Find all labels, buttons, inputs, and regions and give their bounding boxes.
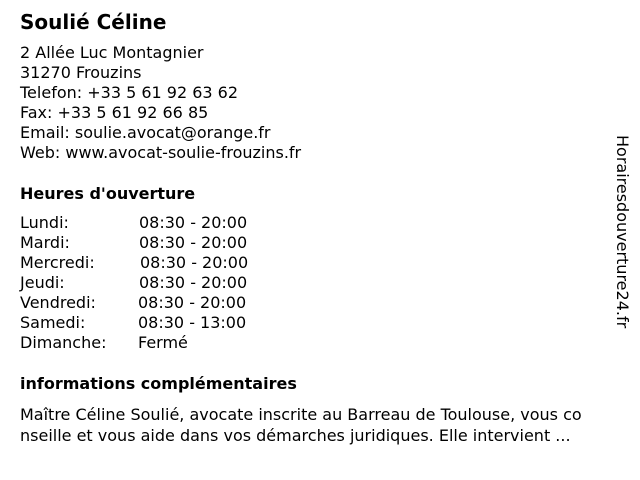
hours-heading: Heures d'ouverture	[20, 184, 196, 203]
phone-number: Telefon: +33 5 61 92 63 62	[20, 83, 239, 102]
time-range: Fermé	[138, 333, 188, 352]
day-label: Jeudi:	[20, 273, 65, 292]
day-label: Samedi:	[20, 313, 86, 332]
website-address: Web: www.avocat-soulie-frouzins.fr	[20, 143, 302, 162]
time-range: 08:30 - 13:00	[138, 313, 247, 332]
watermark-vertical	[611, 135, 633, 345]
email-address: Email: soulie.avocat@orange.fr	[20, 123, 271, 142]
description-line: nseille et vous aide dans vos démarches juridiques. Elle intervient ...	[20, 426, 571, 445]
day-label: Dimanche:	[20, 333, 107, 352]
day-label: Lundi:	[20, 213, 69, 232]
business-name: Soulié Céline	[20, 10, 167, 34]
description-text	[20, 404, 635, 446]
fax-number: Fax: +33 5 61 92 66 85	[20, 103, 209, 122]
address-line-street: 2 Allée Luc Montagnier	[20, 43, 204, 62]
time-range: 08:30 - 20:00	[140, 253, 249, 272]
address-line-city: 31270 Frouzins	[20, 63, 142, 82]
day-label: Mardi:	[20, 233, 70, 252]
time-range: 08:30 - 20:00	[139, 233, 248, 252]
contact-block	[20, 43, 301, 163]
time-range: 08:30 - 20:00	[139, 213, 248, 232]
time-range: 08:30 - 20:00	[138, 293, 247, 312]
day-label: Vendredi:	[20, 293, 96, 312]
watermark-text: Horairesdouverture24.fr	[613, 135, 632, 329]
time-range: 08:30 - 20:00	[139, 273, 248, 292]
description-line: Maître Céline Soulié, avocate inscrite au Barreau de Toulouse, vous co	[20, 405, 582, 424]
info-heading: informations complémentaires	[20, 374, 297, 393]
day-label: Mercredi:	[20, 253, 95, 272]
